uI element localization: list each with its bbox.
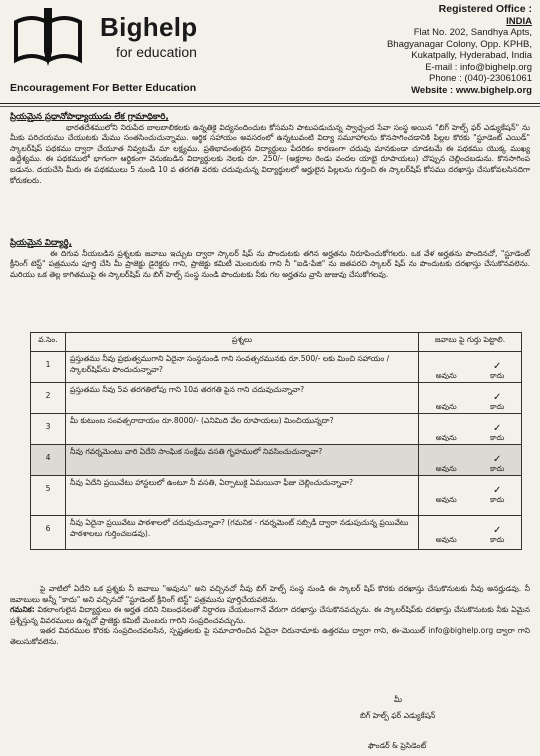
answer-no-option[interactable] <box>490 455 504 475</box>
brand-name: Bighelp <box>100 12 198 42</box>
question-text: మీ కుటుంబ సంవత్సరాదాయం రూ.8000/- (ఎనిమిది వేల రూపాయలు) మించియున్నదా? <box>66 414 419 445</box>
answer-label: అవును <box>435 433 457 442</box>
answer-yes-option[interactable] <box>436 526 457 546</box>
salutation-headmaster: ప్రియమైన ప్రధానోపాధ్యాయుడు లేక గ్రామాధికారి, <box>10 112 169 122</box>
question-row <box>31 383 522 414</box>
answer-label: అవును <box>435 371 457 380</box>
bighelp-logo <box>12 8 84 68</box>
question-row <box>31 476 522 516</box>
question-row <box>31 445 522 476</box>
brand-subtitle: for education <box>116 44 197 60</box>
answer-yes-option[interactable] <box>436 424 457 444</box>
check-mark-icon: ✓ <box>493 454 502 465</box>
question-number: 5 <box>31 476 66 516</box>
question-number: 2 <box>31 383 66 414</box>
answer-no-option[interactable] <box>490 486 504 506</box>
check-mark-icon: ✓ <box>493 423 502 434</box>
header-questions: ప్రశ్నలు <box>66 333 419 352</box>
header-serial: వ.సెం. <box>31 333 66 352</box>
check-mark-icon: ✓ <box>493 525 502 536</box>
letter-intro <box>10 112 530 186</box>
question-text: ప్రస్తుతము నీవు 5వ తరగతిలోపు గాని 10వ తరగతి పైన గాని చదువుచున్నావా? <box>66 383 419 414</box>
question-number: 1 <box>31 352 66 383</box>
signature-block <box>360 692 520 754</box>
question-text: నీవు ఏదేని ప్రయివేటు హాస్టలులో ఉంటూ నీ వసతి, ఏర్పాటుకై ఏమయినా ఫీజు చెల్లించుచున్నావా? <box>66 476 419 516</box>
answer-yes-option[interactable] <box>436 393 457 413</box>
check-mark-icon: ✓ <box>493 392 502 403</box>
question-text: నీవు ఏదైనా ప్రయివేటు పాఠశాలలో చదువుచున్నావా? (గమనిక - గవర్నమెంట్ సబ్సిడీ ద్వారా నడుపుచున్న ప్రయివేటు పాఠశాలలు గుర్తించబడవు). <box>66 516 419 550</box>
answer-label: అవును <box>435 535 457 544</box>
table-header-row <box>31 333 522 352</box>
answer-label: కాదు <box>490 495 505 504</box>
salutation-student: ప్రియమైన విద్యార్థి, <box>10 238 72 248</box>
note-paragraph <box>10 605 530 626</box>
eligibility-questions-table <box>30 332 522 550</box>
header-answer: జవాబు పై గుర్తు పెట్టాలి. <box>419 333 522 352</box>
header-divider <box>0 103 540 104</box>
ineligibility-paragraph: పై వాటిలో ఏదేని ఒక ప్రశ్నకు నీ జవాబు "అవును" అని వచ్చినచో నీవు బిగ్ హెల్ప్ సంస్థ నుండి ఈ స్కాలర్ షిప్ కొరకు దరఖాస్తు చేసుకొనుటకు నీవు అనర్హుడవు. నీ జవాబులు అన్నీ "కాదు" అని వచ్చినచో "స్టూడెంట్ క్రీనింగ్ టెస్ట్" పత్రమును పూర్తిచేయవలెను. <box>10 584 530 604</box>
answer-label: అవును <box>435 464 457 473</box>
registered-office-block <box>322 4 532 96</box>
sign-designation: ఫౌండర్ & ప్రెసిడెంట్ <box>368 741 427 750</box>
check-mark-icon: ✓ <box>493 485 502 496</box>
contact-paragraph: ఇతర వివరముల కొరకు సంప్రదించవలసిన, స్పష్టతలకు పై సమాచారించిన ఏదైనా చిరునామాకు ఉత్తరము ద్వారా గాని, ఈ-మెయిల్ info@bighelp.org ద్వారా గాని తెలుసుకోవలెను. <box>10 626 530 646</box>
answer-cell <box>419 352 522 383</box>
answer-cell <box>419 516 522 550</box>
student-paragraph: ఈ దిగువ నీయబడిన ప్రశ్నలకు జవాబు ఇచ్చుట ద్వారా స్కాలర్ షిప్ ను పొందుటకు తగిన అర్హతను నిరూపించుకోగలరు. ఒక వేళ అర్హతను పొందినచో, "స్టూడెంట్ క్రీనింగ్ టెస్ట్" పత్రమును పూర్తి చేసి మీ ప్రాజెక్టు డైరెక్టరు గాని, ప్రాజెక్టు కమిటీ మెంబరుకు గాని నీ "ఐడి-పేజి" ను జతపరచి స్కాలర్ షిప్ ను పొందుటకు దరఖాస్తు చేసుకొనవలెను. మరియు ఒక తెల్ల కాగితముపై ఈ స్కాలర్‌షిప్ ను బిగ్ హెల్ప్ సంస్థ నుండి పొందుటకు నీకు గల అర్హతను వ్రాసి జుజువు చేసుకోగలవు. <box>10 248 530 279</box>
answer-cell <box>419 414 522 445</box>
answer-label: కాదు <box>490 402 505 411</box>
tagline: Encouragement For Better Education <box>10 82 197 94</box>
answer-cell <box>419 476 522 516</box>
office-title: Registered Office : <box>438 3 532 15</box>
question-number: 4 <box>31 445 66 476</box>
footer-notes <box>10 584 530 648</box>
sign-yours: మీ <box>394 695 403 704</box>
answer-label: కాదు <box>490 433 505 442</box>
question-row <box>31 516 522 550</box>
intro-paragraph: భారతదేశములోని నిరుపేద బాలబాలికలకు ఉన్నతికై విద్యనందించుట కోసమని పాటుపడుచున్న స్వాఛ్చంద సేవా సంస్థ అయిన "బిగ్ హెల్ప్ ఫర్ ఎడ్యుకేషన్" ను మీకు పరిచయము చేయుటకు మేము సంతసించుచున్నాము. ఆర్థిక సహాయం అవసరంలో ఉన్నటువంటి విద్యా సమూహాలను కొనసాగించడానికి పిల్లల కొరకు "స్టూడెంట్ ఎయిడ్" స్కాలర్‌షిప్ పథకము ద్వారా చేయూత నివ్వటమే మా లక్ష్యము. ప్రతిభావంతులైన విద్యార్థులు పేదరికం కారణంగా చదువు మానకుండా చూడటమే ఈ పథకము యొక్క ముఖ్య ఉద్దేశ్యము. ఈ పథకములో భాగంగా ఆర్థికంగా వెనుకబడిన విద్యార్థులకు నెలకు రూ. 250/- (అక్షరాల రెండు వందల యాభై రూపాయలు) చొప్పున చెల్లించబడును. కొనసాగింప బడును. దయచేసి మీరు ఈ పథకములు 5 నుండి 10 వ తరగతి వరకు చదువుచున్న విద్యార్థులలో అర్హులైన పిల్లలను గుర్తించి ఈ స్కాలర్‌షిప్ కోసము దరఖాస్తు చేసుకోవలసినదిగా కోరుకలరు. <box>10 122 531 185</box>
note-label: గమనిక: <box>10 605 35 615</box>
answer-yes-option[interactable] <box>436 362 457 382</box>
answer-no-option[interactable] <box>490 526 504 546</box>
question-number: 3 <box>31 414 66 445</box>
office-line: Kukatpally, Hyderabad, India <box>411 50 532 61</box>
answer-label: కాదు <box>490 371 505 380</box>
answer-cell <box>419 445 522 476</box>
question-text: నీవు గవర్నమెంటు వారి ఏదేని సాంఘిక సంక్షేమ వసతి గృహములో నివసించుచున్నావా? <box>66 445 419 476</box>
sign-organisation: బిగ్ హెల్ప్ ఫర్ ఎడ్యుకేషన్ <box>360 711 436 720</box>
answer-label: కాదు <box>490 535 505 544</box>
note-text: వికలాంగులైన విద్యార్థులు ఈ అర్హత దరిని నిబంధనలతో నిర్ధారణ చేయటంగానే వేరుగా దరఖాస్తు చేసుకొనవచ్చును. ఈ స్కాలర్‌షిప్‌కు దరఖాస్తు చేసుకొనుటకు నీకు ఏమైన ప్రశ్నేస్తున్న వివరములు ఉన్నచో ప్రాజెక్టు కమిటీ మెంబరు గారిని సంప్రదించవచ్చును. <box>10 605 530 625</box>
office-country: INDIA <box>506 15 532 27</box>
office-website: Website : www.bighelp.org <box>411 84 532 96</box>
office-email: E-mail : info@bighelp.org <box>425 61 532 73</box>
answer-cell <box>419 383 522 414</box>
answer-label: కాదు <box>490 464 505 473</box>
answer-no-option[interactable] <box>490 424 504 444</box>
check-mark-icon: ✓ <box>493 361 502 372</box>
answer-no-option[interactable] <box>490 393 504 413</box>
office-line: Flat No. 202, Sandhya Apts, <box>413 27 532 38</box>
answer-yes-option[interactable] <box>436 455 457 475</box>
office-line: Bhagyanagar Colony, Opp. KPHB, <box>386 38 532 50</box>
header-divider-secondary <box>0 106 540 107</box>
question-row <box>31 414 522 445</box>
question-row <box>31 352 522 383</box>
answer-label: అవును <box>435 495 457 504</box>
answer-yes-option[interactable] <box>436 486 457 506</box>
book-pen-logo-icon <box>12 8 84 68</box>
answer-label: అవును <box>435 402 457 411</box>
question-text: ప్రస్తుతము నీవు ప్రభుత్వముగాని ఏదైనా సంస్థనుండి గాని సంవత్సరమునకు రూ.500/- లకు మించి సహాయం / స్కాలర్‌షిప్‌ను పొందుచున్నావా? <box>66 352 419 383</box>
student-intro <box>10 238 530 280</box>
question-number: 6 <box>31 516 66 550</box>
answer-no-option[interactable] <box>490 362 504 382</box>
office-phone: Phone : (040)-23061061 <box>429 73 532 84</box>
